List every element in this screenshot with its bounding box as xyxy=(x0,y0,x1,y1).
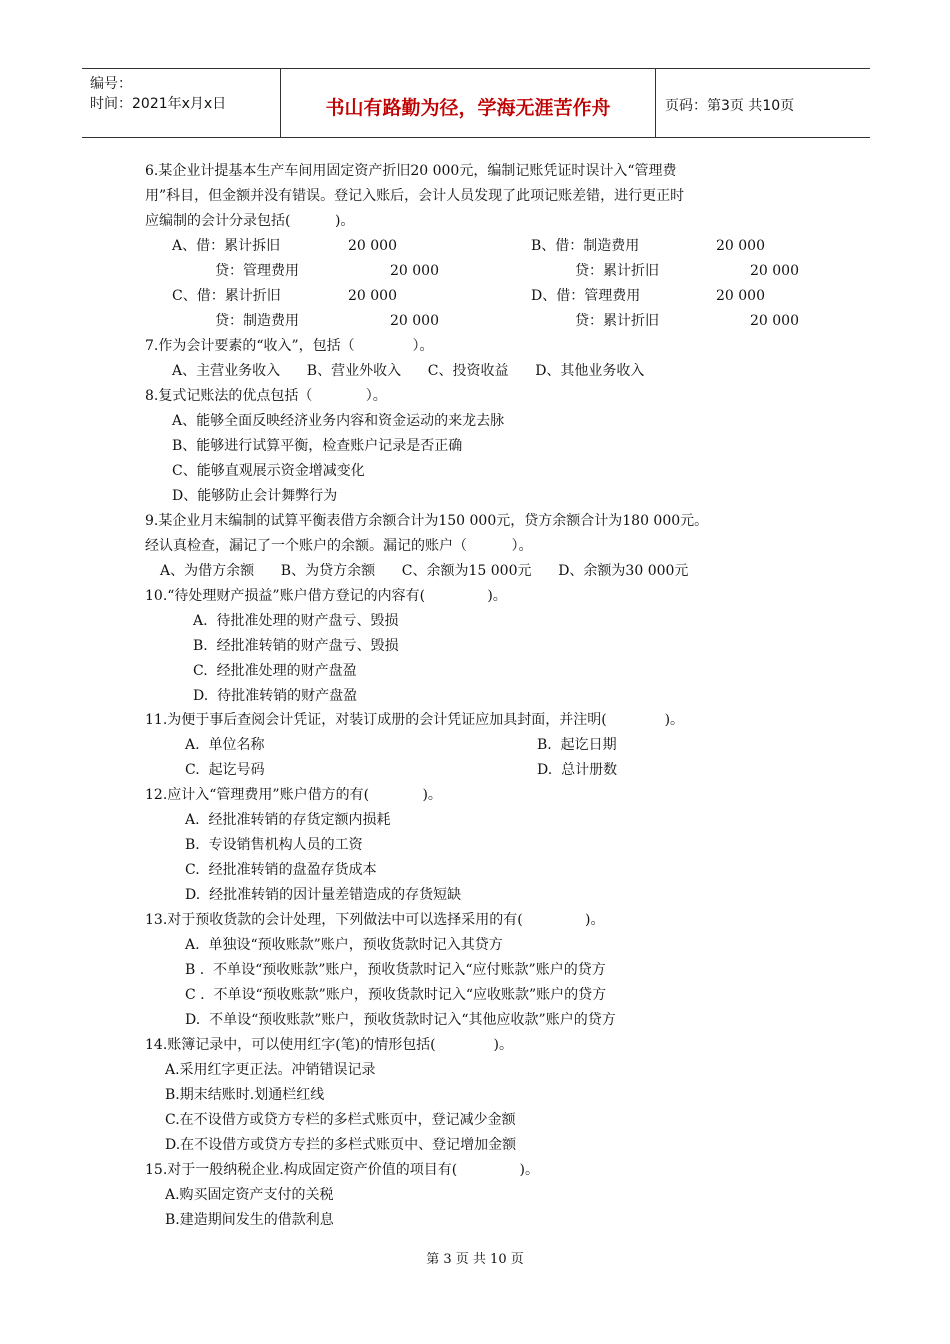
option-line: 贷：累计折旧 xyxy=(575,263,659,279)
amount: 20 000 xyxy=(750,263,799,279)
option-line: A. 待批准处理的财产盘亏、毁损 xyxy=(193,613,399,629)
option-line: B.期末结账时.划通栏红线 xyxy=(165,1087,325,1103)
option-line: C. 起讫号码 xyxy=(185,762,265,778)
option-line: B.建造期间发生的借款利息 xyxy=(165,1212,334,1228)
option-line: A.购买固定资产支付的关税 xyxy=(165,1187,334,1203)
question-line: 12.应计入“管理费用”账户借方的有( )。 xyxy=(145,787,442,803)
motto: 书山有路勤为径，学海无涯苦作舟 xyxy=(325,97,611,119)
amount: 20 000 xyxy=(390,313,439,329)
page-info: 页码：第3页 共10页 xyxy=(665,98,795,114)
question-line: 10.“待处理财产损益”账户借方登记的内容有( )。 xyxy=(145,588,507,604)
option-line: B. 专设销售机构人员的工资 xyxy=(185,837,363,853)
option-line: C . 不单设“预收账款”账户，预收货款时记入“应收账款”账户的贷方 xyxy=(185,987,607,1003)
option-line: C. 经批准处理的财产盘盈 xyxy=(193,663,357,679)
option-line: A、主营业务收入 B、营业外收入 C、投资收益 D、其他业务收入 xyxy=(172,363,645,379)
option-line: D、借：管理费用 xyxy=(531,288,641,304)
option-line: A. 单独设“预收账款”账户，预收货款时记入其贷方 xyxy=(185,937,503,953)
question-line: 7.作为会计要素的“收入”，包括（ ）。 xyxy=(145,338,434,354)
option-line: C、借：累计折旧 xyxy=(172,288,281,304)
option-line: B、借：制造费用 xyxy=(531,238,640,254)
option-line: D. 待批准转销的财产盘盈 xyxy=(193,688,358,704)
header-meta-cell xyxy=(82,69,280,137)
option-line: B. 起讫日期 xyxy=(537,737,617,753)
option-line: A、借：累计拆旧 xyxy=(172,238,281,254)
time-label: 时间：2021年x月x日 xyxy=(90,96,227,112)
number-label: 编号： xyxy=(90,76,132,92)
option-line: B. 经批准转销的财产盘亏、毁损 xyxy=(193,638,399,654)
question-line: 13.对于预收货款的会计处理，下列做法中可以选择采用的有( )。 xyxy=(145,912,605,928)
option-line: B、能够进行试算平衡，检查账户记录是否正确 xyxy=(172,438,463,454)
amount: 20 000 xyxy=(390,263,439,279)
option-line: D、能够防止会计舞弊行为 xyxy=(172,488,338,504)
question-line: 8.复式记账法的优点包括（ ）。 xyxy=(145,388,387,404)
option-line: C、能够直观展示资金增减变化 xyxy=(172,463,365,479)
option-line: A、为借方余额 B、为贷方余额 C、余额为15 000元 D、余额为30 000元 xyxy=(160,563,689,579)
amount: 20 000 xyxy=(348,288,397,304)
question-line: 经认真检查，漏记了一个账户的余额。漏记的账户（ ）。 xyxy=(145,538,533,554)
amount: 20 000 xyxy=(716,238,765,254)
question-line: 15.对于一般纳税企业.构成固定资产价值的项目有( )。 xyxy=(145,1162,539,1178)
text-line: 6.某企业计提基本生产车间用固定资产折旧20 000元，编制记账凭证时误计入“管理费 xyxy=(145,163,677,179)
amount: 20 000 xyxy=(716,288,765,304)
option-line: B . 不单设“预收账款”账户，预收货款时记入“应付账款”账户的贷方 xyxy=(185,962,606,978)
question-line: 11.为便于事后查阅会计凭证，对装订成册的会计凭证应加具封面，并注明( )。 xyxy=(145,712,685,728)
option-line: D.在不设借方或贷方专拦的多栏式账页中、登记增加金额 xyxy=(165,1137,517,1153)
option-line: D. 不单设“预收账款”账户，预收货款时记入“其他应收款”账户的贷方 xyxy=(185,1012,616,1028)
option-line: A、能够全面反映经济业务内容和资金运动的来龙去脉 xyxy=(172,413,505,429)
question-line: 9.某企业月末编制的试算平衡表借方余额合计为150 000元，贷方余额合计为180 000元。 xyxy=(145,513,709,529)
page-footer: 第 3 页 共 10 页 xyxy=(426,1252,524,1267)
header-motto-cell xyxy=(280,69,656,137)
option-line: C.在不设借方或贷方专栏的多栏式账页中，登记减少金额 xyxy=(165,1112,516,1128)
question-line: 14.账簿记录中，可以使用红字(笔)的情形包括( )。 xyxy=(145,1037,513,1053)
amount: 20 000 xyxy=(750,313,799,329)
option-line: 贷：累计折旧 xyxy=(575,313,659,329)
header-page-cell xyxy=(655,69,870,137)
page-header xyxy=(82,68,870,138)
text-line: 应编制的会计分录包括( )。 xyxy=(145,213,355,229)
option-line: 贷：制造费用 xyxy=(215,313,299,329)
text-line: 用”科目，但金额并没有错误。登记入账后，会计人员发现了此项记账差错，进行更正时 xyxy=(145,188,685,204)
option-line: A. 单位名称 xyxy=(185,737,265,753)
option-line: A.采用红字更正法。冲销错误记录 xyxy=(165,1062,376,1078)
option-line: A. 经批准转销的存货定额内损耗 xyxy=(185,812,391,828)
option-line: C. 经批准转销的盘盈存货成本 xyxy=(185,862,377,878)
option-line: D. 经批准转销的因计量差错造成的存货短缺 xyxy=(185,887,462,903)
option-line: D. 总计册数 xyxy=(537,762,618,778)
option-line: 贷：管理费用 xyxy=(215,263,299,279)
amount: 20 000 xyxy=(348,238,397,254)
